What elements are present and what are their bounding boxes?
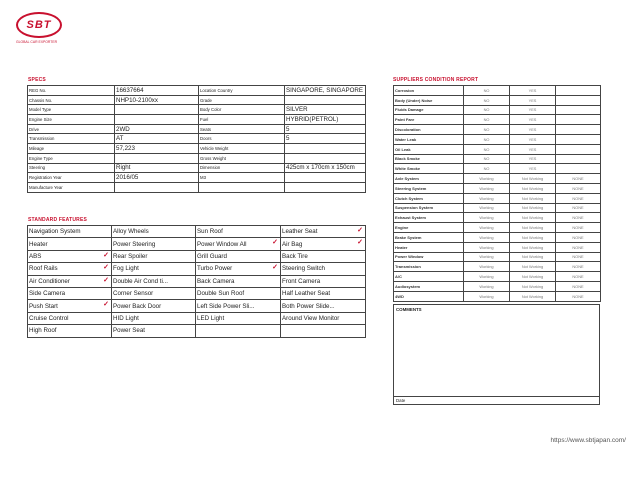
spec-label: Chassis No. bbox=[28, 95, 115, 105]
feature-cell bbox=[281, 287, 366, 299]
condition-label: Brake System bbox=[394, 232, 464, 242]
spec-label: Transmission bbox=[28, 134, 115, 144]
condition-label: 4WD bbox=[394, 291, 464, 301]
feature-label: LED Light bbox=[197, 314, 225, 322]
condition-label: Steering System bbox=[394, 183, 464, 193]
condition-row bbox=[394, 174, 601, 184]
status-not-working: Not Working bbox=[510, 193, 556, 203]
spec-value bbox=[285, 182, 366, 192]
status-working: Working bbox=[464, 281, 510, 291]
feature-label: Navigation System bbox=[29, 228, 81, 236]
checkmark-icon: ✓ bbox=[103, 251, 109, 259]
spec-label: Body Color bbox=[199, 105, 285, 115]
condition-row bbox=[394, 281, 601, 291]
feature-label: Front Camera bbox=[282, 277, 321, 285]
feature-label: Half Leather Seat bbox=[282, 290, 331, 298]
feature-label: Leather Seat bbox=[282, 228, 318, 236]
feature-cell bbox=[28, 238, 112, 250]
spec-value: 2016/05 bbox=[115, 173, 199, 183]
spec-value bbox=[285, 95, 366, 105]
condition-label: Exhaust System bbox=[394, 213, 464, 223]
spec-value bbox=[285, 173, 366, 183]
condition-yes: YES bbox=[510, 144, 556, 154]
features-row bbox=[28, 300, 366, 312]
status-not-working: Not Working bbox=[510, 223, 556, 233]
feature-cell bbox=[196, 325, 281, 337]
condition-row bbox=[394, 291, 601, 301]
spec-value: 57,223 bbox=[115, 144, 199, 154]
spec-label: Model Type bbox=[28, 105, 115, 115]
specs-row bbox=[28, 86, 366, 96]
feature-label: Cruise Control bbox=[29, 314, 69, 322]
spec-label bbox=[199, 182, 285, 192]
status-none: NONE bbox=[556, 213, 601, 223]
condition-label: Clutch System bbox=[394, 193, 464, 203]
condition-row bbox=[394, 144, 601, 154]
features-row bbox=[28, 226, 366, 238]
condition-no: NO bbox=[464, 105, 510, 115]
features-row bbox=[28, 275, 366, 287]
feature-cell bbox=[281, 238, 366, 250]
status-working: Working bbox=[464, 242, 510, 252]
spec-value: AT bbox=[115, 134, 199, 144]
spec-label: Mileage bbox=[28, 144, 115, 154]
sbt-logo bbox=[16, 12, 64, 48]
status-none: NONE bbox=[556, 242, 601, 252]
condition-row bbox=[394, 262, 601, 272]
status-working: Working bbox=[464, 272, 510, 282]
condition-row bbox=[394, 252, 601, 262]
condition-label: White Smoke bbox=[394, 164, 464, 174]
condition-row bbox=[394, 134, 601, 144]
checkmark-icon: ✓ bbox=[357, 227, 363, 234]
feature-cell bbox=[112, 325, 196, 337]
status-none: NONE bbox=[556, 223, 601, 233]
condition-no: NO bbox=[464, 164, 510, 174]
condition-no: NO bbox=[464, 86, 510, 96]
spec-label: Gross Weight bbox=[199, 153, 285, 163]
condition-empty bbox=[556, 164, 601, 174]
feature-label: HID Light bbox=[113, 314, 139, 322]
specs-row bbox=[28, 173, 366, 183]
feature-label: Power Back Door bbox=[113, 302, 162, 310]
condition-label: Heater bbox=[394, 242, 464, 252]
feature-label: Rear Spoiler bbox=[113, 252, 148, 260]
status-none: NONE bbox=[556, 272, 601, 282]
feature-cell bbox=[281, 226, 366, 238]
feature-label: Push Start bbox=[29, 302, 58, 310]
feature-cell bbox=[281, 263, 366, 275]
status-not-working: Not Working bbox=[510, 252, 556, 262]
feature-label: Side Camera bbox=[29, 290, 66, 298]
condition-label: Engine bbox=[394, 223, 464, 233]
condition-yes: YES bbox=[510, 134, 556, 144]
spec-value bbox=[115, 115, 199, 125]
feature-cell bbox=[281, 275, 366, 287]
feature-label: ABS bbox=[29, 252, 42, 260]
feature-cell bbox=[196, 312, 281, 324]
feature-cell bbox=[112, 226, 196, 238]
feature-cell bbox=[28, 300, 112, 312]
spec-value bbox=[285, 153, 366, 163]
feature-label: Alloy Wheels bbox=[113, 228, 149, 236]
condition-row bbox=[394, 86, 601, 96]
feature-cell bbox=[281, 250, 366, 262]
status-working: Working bbox=[464, 183, 510, 193]
condition-yes: YES bbox=[510, 86, 556, 96]
feature-label: Left Side Power Sli... bbox=[197, 302, 255, 310]
spec-value: 2WD bbox=[115, 124, 199, 134]
features-row bbox=[28, 238, 366, 250]
feature-label: Air Bag bbox=[282, 240, 303, 248]
specs-row bbox=[28, 95, 366, 105]
date-label: Date bbox=[394, 396, 599, 404]
specs-row bbox=[28, 134, 366, 144]
spec-label: Dimension bbox=[199, 163, 285, 173]
condition-label: Paint Fare bbox=[394, 115, 464, 125]
spec-label: Manufacture Year bbox=[28, 182, 115, 192]
feature-cell bbox=[28, 226, 112, 238]
status-working: Working bbox=[464, 291, 510, 301]
condition-row bbox=[394, 272, 601, 282]
spec-label: REG No. bbox=[28, 86, 115, 96]
status-none: NONE bbox=[556, 262, 601, 272]
spec-label: Engine Size bbox=[28, 115, 115, 125]
condition-label: Fluids Damage bbox=[394, 105, 464, 115]
condition-label: Power Window bbox=[394, 252, 464, 262]
feature-cell bbox=[112, 287, 196, 299]
spec-value: Right bbox=[115, 163, 199, 173]
status-working: Working bbox=[464, 262, 510, 272]
specs-row bbox=[28, 144, 366, 154]
status-not-working: Not Working bbox=[510, 262, 556, 272]
condition-empty bbox=[556, 95, 601, 105]
specs-row bbox=[28, 115, 366, 125]
spec-value: HYBRID(PETROL) bbox=[285, 115, 366, 125]
spec-label: Engine Type bbox=[28, 153, 115, 163]
status-working: Working bbox=[464, 213, 510, 223]
features-row bbox=[28, 263, 366, 275]
condition-yes: YES bbox=[510, 125, 556, 135]
feature-label: Grill Guard bbox=[197, 252, 227, 260]
feature-cell bbox=[112, 275, 196, 287]
status-not-working: Not Working bbox=[510, 291, 556, 301]
spec-label: M3 bbox=[199, 173, 285, 183]
feature-cell bbox=[196, 287, 281, 299]
condition-no: NO bbox=[464, 154, 510, 164]
checkmark-icon: ✓ bbox=[272, 264, 278, 272]
feature-cell bbox=[281, 312, 366, 324]
specs-row bbox=[28, 153, 366, 163]
condition-row bbox=[394, 232, 601, 242]
feature-cell bbox=[281, 300, 366, 312]
condition-row bbox=[394, 223, 601, 233]
website-url[interactable]: https://www.sbtjapan.com/ bbox=[550, 437, 626, 444]
condition-empty bbox=[556, 86, 601, 96]
spec-label: Drive bbox=[28, 124, 115, 134]
condition-label: Body (Under) Noise bbox=[394, 95, 464, 105]
feature-cell bbox=[196, 275, 281, 287]
feature-cell bbox=[281, 325, 366, 337]
condition-yes: YES bbox=[510, 115, 556, 125]
status-not-working: Not Working bbox=[510, 174, 556, 184]
condition-label: A/C bbox=[394, 272, 464, 282]
condition-label: Transmission bbox=[394, 262, 464, 272]
features-table bbox=[27, 225, 366, 338]
condition-no: NO bbox=[464, 95, 510, 105]
status-none: NONE bbox=[556, 252, 601, 262]
condition-row bbox=[394, 125, 601, 135]
features-row bbox=[28, 287, 366, 299]
feature-label: Steering Switch bbox=[282, 265, 325, 273]
condition-label: Black Smoke bbox=[394, 154, 464, 164]
specs-row bbox=[28, 163, 366, 173]
status-working: Working bbox=[464, 193, 510, 203]
spec-value bbox=[115, 182, 199, 192]
comments-label: COMMENTS bbox=[396, 307, 422, 312]
status-not-working: Not Working bbox=[510, 281, 556, 291]
spec-value: NHP10-2100xx bbox=[115, 95, 199, 105]
feature-cell bbox=[28, 263, 112, 275]
feature-cell bbox=[28, 287, 112, 299]
feature-cell bbox=[196, 226, 281, 238]
condition-label: Audiosystem bbox=[394, 281, 464, 291]
spec-label: Seats bbox=[199, 124, 285, 134]
feature-label: Around View Monitor bbox=[282, 314, 340, 322]
status-not-working: Not Working bbox=[510, 183, 556, 193]
condition-empty bbox=[556, 115, 601, 125]
feature-cell bbox=[196, 300, 281, 312]
feature-label: Sun Roof bbox=[197, 228, 223, 236]
checkmark-icon: ✓ bbox=[103, 301, 109, 309]
feature-label: Back Tire bbox=[282, 252, 308, 260]
spec-value: 425cm x 170cm x 150cm bbox=[285, 163, 366, 173]
status-working: Working bbox=[464, 203, 510, 213]
status-not-working: Not Working bbox=[510, 213, 556, 223]
spec-label: Vehicle Weight bbox=[199, 144, 285, 154]
status-not-working: Not Working bbox=[510, 203, 556, 213]
checkmark-icon: ✓ bbox=[357, 239, 363, 247]
features-row bbox=[28, 250, 366, 262]
spec-label: Registration Year bbox=[28, 173, 115, 183]
spec-label: Steering bbox=[28, 163, 115, 173]
feature-cell bbox=[112, 312, 196, 324]
feature-cell bbox=[112, 263, 196, 275]
status-not-working: Not Working bbox=[510, 272, 556, 282]
status-not-working: Not Working bbox=[510, 232, 556, 242]
feature-label: Power Seat bbox=[113, 327, 145, 335]
spec-value bbox=[285, 144, 366, 154]
condition-yes: YES bbox=[510, 105, 556, 115]
condition-row bbox=[394, 105, 601, 115]
condition-empty bbox=[556, 154, 601, 164]
checkmark-icon: ✓ bbox=[103, 264, 109, 272]
spec-label: Grade bbox=[199, 95, 285, 105]
feature-label: Roof Rails bbox=[29, 265, 58, 273]
condition-empty bbox=[556, 105, 601, 115]
status-working: Working bbox=[464, 174, 510, 184]
condition-row bbox=[394, 183, 601, 193]
feature-label: Power Window All bbox=[197, 240, 247, 248]
spec-label: Fuel bbox=[199, 115, 285, 125]
condition-label: Discoloration bbox=[394, 125, 464, 135]
status-none: NONE bbox=[556, 291, 601, 301]
spec-value bbox=[115, 105, 199, 115]
feature-cell bbox=[196, 263, 281, 275]
feature-label: High Roof bbox=[29, 327, 57, 335]
condition-label: Axle System bbox=[394, 174, 464, 184]
feature-label: Power Steering bbox=[113, 240, 156, 248]
feature-cell bbox=[112, 300, 196, 312]
feature-label: Turbo Power bbox=[197, 265, 233, 273]
spec-value: SILVER bbox=[285, 105, 366, 115]
condition-table bbox=[393, 85, 601, 302]
spec-value: 16637664 bbox=[115, 86, 199, 96]
condition-no: NO bbox=[464, 125, 510, 135]
condition-row bbox=[394, 213, 601, 223]
condition-row bbox=[394, 164, 601, 174]
spec-value: 5 bbox=[285, 134, 366, 144]
feature-label: Air Conditioner bbox=[29, 277, 70, 285]
feature-cell bbox=[196, 250, 281, 262]
status-none: NONE bbox=[556, 232, 601, 242]
condition-no: NO bbox=[464, 115, 510, 125]
condition-no: NO bbox=[464, 144, 510, 154]
features-row bbox=[28, 325, 366, 337]
condition-yes: YES bbox=[510, 154, 556, 164]
spec-value: SINGAPORE, SINGAPORE bbox=[285, 86, 366, 96]
condition-row bbox=[394, 193, 601, 203]
specs-table bbox=[27, 85, 366, 193]
spec-label: Doors bbox=[199, 134, 285, 144]
status-working: Working bbox=[464, 252, 510, 262]
condition-empty bbox=[556, 125, 601, 135]
condition-label: Suspension System bbox=[394, 203, 464, 213]
spec-label: Location Country bbox=[199, 86, 285, 96]
condition-empty bbox=[556, 134, 601, 144]
feature-label: Double Sun Roof bbox=[197, 290, 245, 298]
feature-label: Corner Sensor bbox=[113, 290, 154, 298]
specs-title: SPECS bbox=[28, 77, 46, 83]
condition-yes: YES bbox=[510, 164, 556, 174]
feature-label: Both Power Slide... bbox=[282, 302, 335, 310]
condition-title: SUPPLIERS CONDITION REPORT bbox=[393, 77, 479, 83]
spec-value bbox=[115, 153, 199, 163]
feature-cell bbox=[28, 312, 112, 324]
condition-row bbox=[394, 154, 601, 164]
status-none: NONE bbox=[556, 193, 601, 203]
comments-box bbox=[393, 304, 600, 405]
feature-cell bbox=[196, 238, 281, 250]
logo-brand: SBT bbox=[26, 19, 52, 31]
condition-row bbox=[394, 242, 601, 252]
condition-no: NO bbox=[464, 134, 510, 144]
feature-label: Heater bbox=[29, 240, 48, 248]
feature-cell bbox=[112, 250, 196, 262]
feature-label: Back Camera bbox=[197, 277, 235, 285]
features-row bbox=[28, 312, 366, 324]
condition-label: Oil Leak bbox=[394, 144, 464, 154]
feature-label: Double Air Cond ti... bbox=[113, 277, 169, 285]
condition-label: Corrosion bbox=[394, 86, 464, 96]
status-none: NONE bbox=[556, 203, 601, 213]
condition-row bbox=[394, 115, 601, 125]
status-working: Working bbox=[464, 223, 510, 233]
spec-value: 5 bbox=[285, 124, 366, 134]
status-none: NONE bbox=[556, 281, 601, 291]
status-not-working: Not Working bbox=[510, 242, 556, 252]
status-none: NONE bbox=[556, 183, 601, 193]
condition-empty bbox=[556, 144, 601, 154]
specs-row bbox=[28, 124, 366, 134]
condition-yes: YES bbox=[510, 95, 556, 105]
condition-label: Water Leak bbox=[394, 134, 464, 144]
status-working: Working bbox=[464, 232, 510, 242]
feature-cell bbox=[28, 275, 112, 287]
specs-row bbox=[28, 182, 366, 192]
feature-cell bbox=[112, 238, 196, 250]
condition-row bbox=[394, 203, 601, 213]
condition-row bbox=[394, 95, 601, 105]
logo-tagline: GLOBAL CAR EXPORTER bbox=[16, 40, 58, 44]
checkmark-icon: ✓ bbox=[272, 239, 278, 247]
feature-label: Fog Light bbox=[113, 265, 139, 273]
logo-emblem bbox=[16, 12, 62, 38]
status-none: NONE bbox=[556, 174, 601, 184]
specs-row bbox=[28, 105, 366, 115]
feature-cell bbox=[28, 250, 112, 262]
features-title: STANDARD FEATURES bbox=[28, 217, 88, 223]
feature-cell bbox=[28, 325, 112, 337]
checkmark-icon: ✓ bbox=[103, 276, 109, 284]
